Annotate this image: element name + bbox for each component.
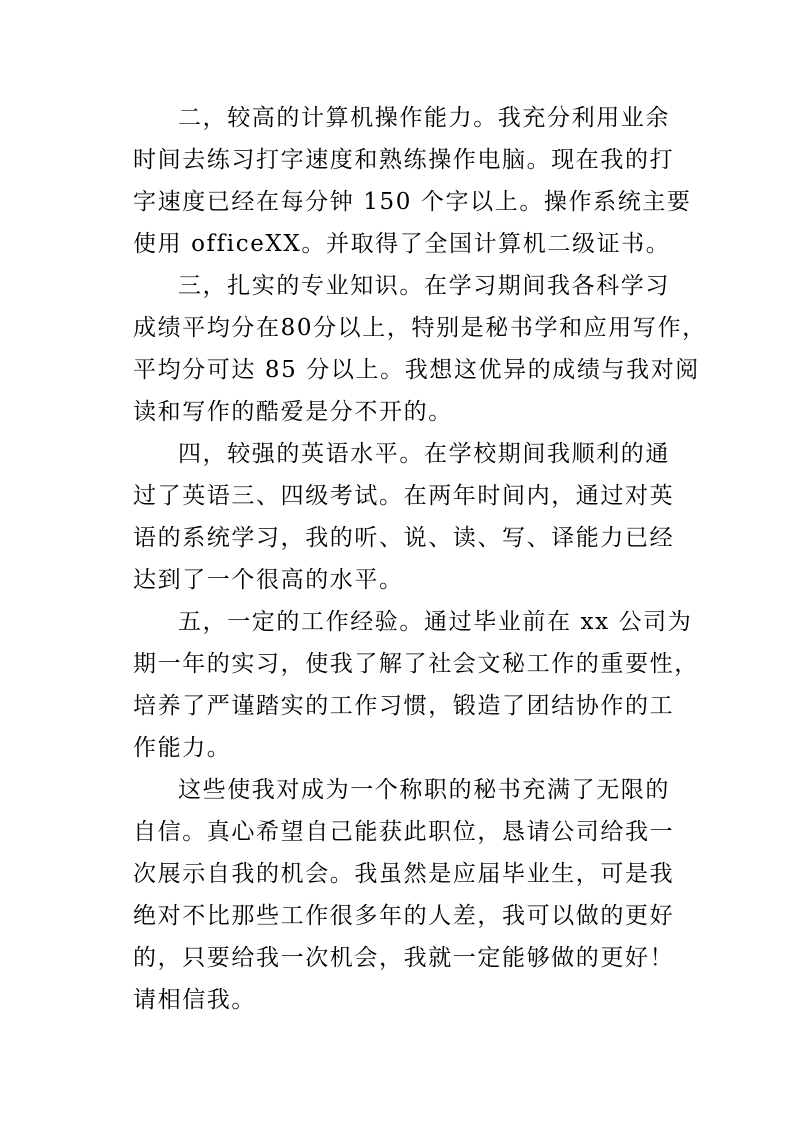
- text-line: 过了英语三、四级考试。在两年时间内，通过对英: [133, 483, 675, 509]
- text-line: 四，较强的英语水平。在学校期间我顺利的通: [178, 441, 670, 467]
- text-line: 达到了一个很高的水平。: [133, 567, 404, 593]
- text-line: 培养了严谨踏实的工作习惯，锻造了团结协作的工: [133, 693, 675, 719]
- text-line: 使用 officeXX。并取得了全国计算机二级证书。: [133, 231, 671, 257]
- text-line: 这些使我对成为一个称职的秘书充满了无限的: [178, 777, 670, 803]
- text-line: 的，只要给我一次机会，我就一定能够做的更好！: [133, 945, 675, 971]
- text-line: 语的系统学习，我的听、说、读、写、译能力已经: [133, 525, 675, 551]
- text-line: 请相信我。: [133, 987, 256, 1013]
- text-line: 成绩平均分在80分以上，特别是秘书学和应用写作，: [133, 315, 707, 341]
- text-line: 自信。真心希望自己能获此职位，恳请公司给我一: [133, 819, 675, 845]
- text-line: 二，较高的计算机操作能力。我充分利用业余: [178, 105, 670, 131]
- text-line: 读和写作的酷爱是分不开的。: [133, 399, 453, 425]
- text-line: 字速度已经在每分钟 150 个字以上。操作系统主要: [133, 189, 692, 215]
- text-line: 三，扎实的专业知识。在学习期间我各科学习: [178, 273, 670, 299]
- text-line: 绝对不比那些工作很多年的人差，我可以做的更好: [133, 903, 675, 929]
- text-line: 平均分可达 85 分以上。我想这优异的成绩与我对阅: [133, 357, 700, 383]
- text-line: 时间去练习打字速度和熟练操作电脑。现在我的打: [133, 147, 675, 173]
- text-line: 作能力。: [133, 735, 232, 761]
- text-line: 次展示自我的机会。我虽然是应届毕业生，可是我: [133, 861, 675, 887]
- text-line: 期一年的实习，使我了解了社会文秘工作的重要性，: [133, 651, 699, 677]
- text-line: 五，一定的工作经验。通过毕业前在 xx 公司为: [178, 609, 693, 635]
